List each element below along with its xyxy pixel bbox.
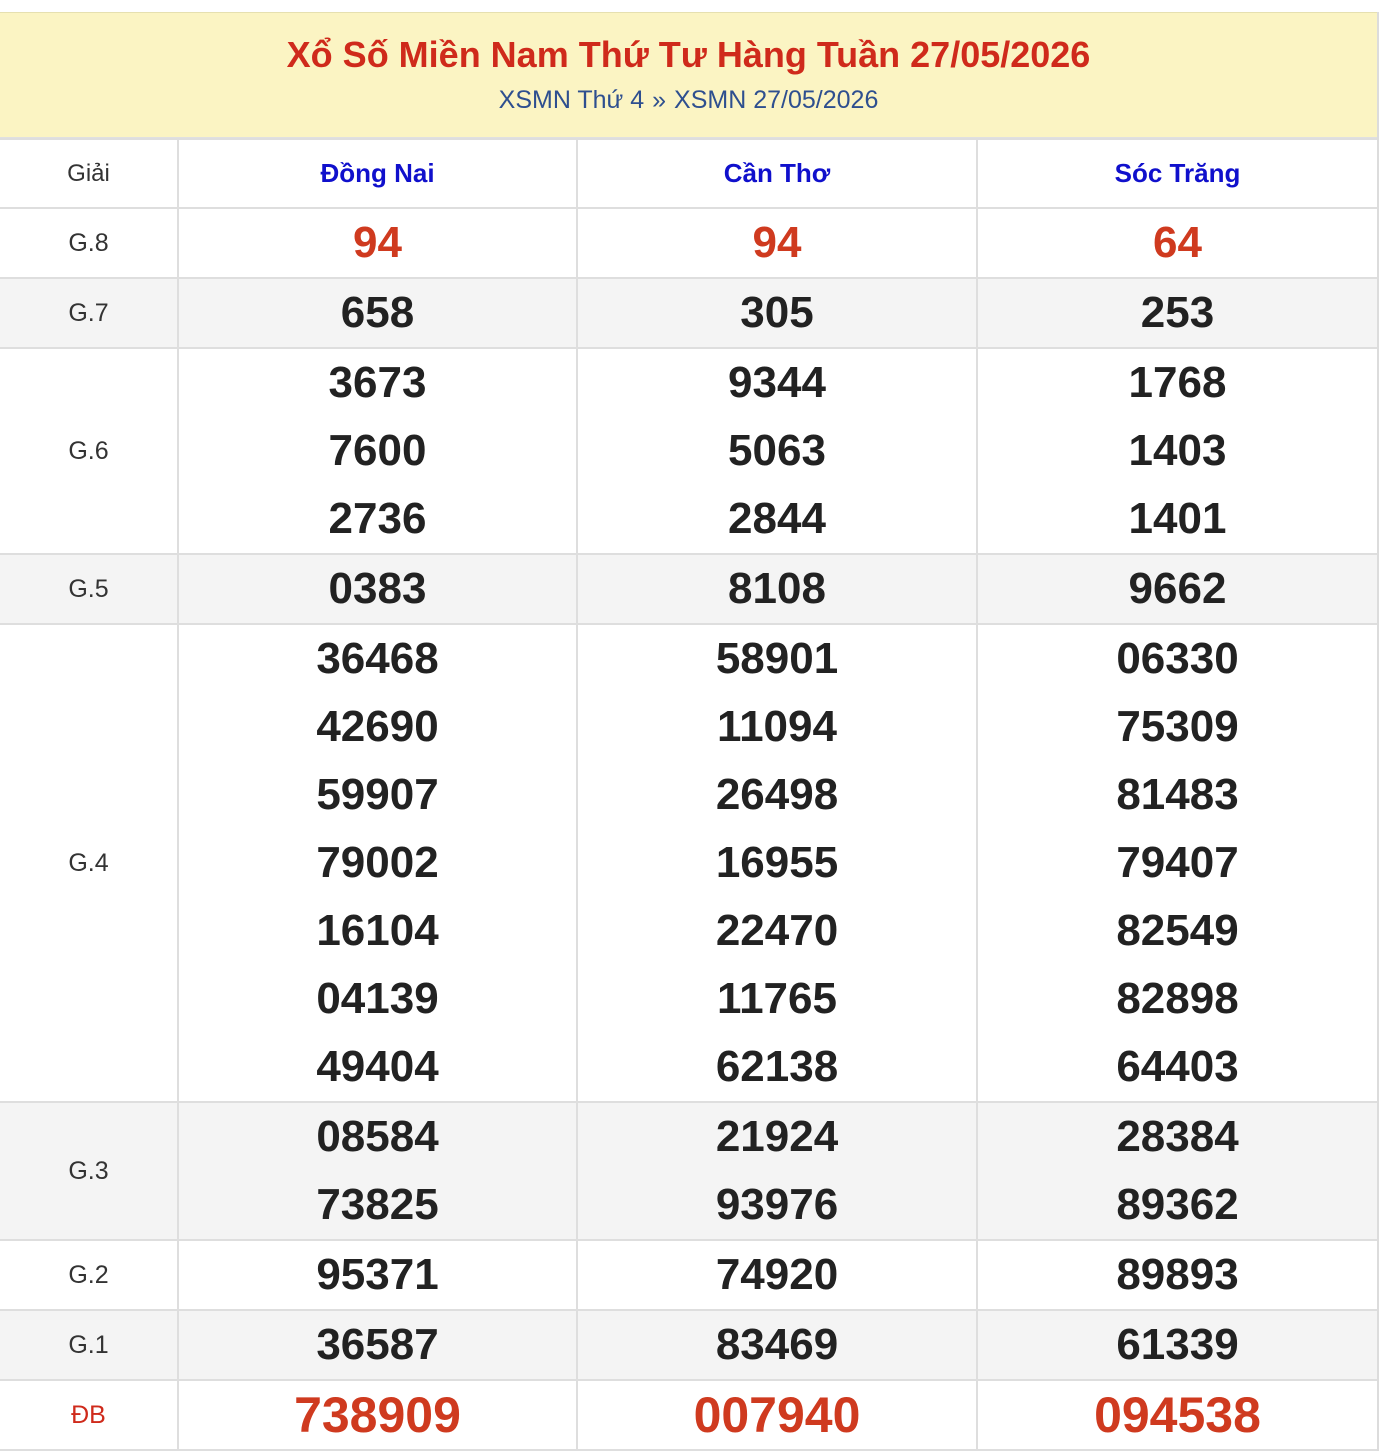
prize-cell xyxy=(977,278,1377,348)
winning-number: 36468 xyxy=(316,634,439,683)
winning-number: 75309 xyxy=(1116,702,1239,751)
prize-cell xyxy=(178,1310,577,1380)
winning-number: 36587 xyxy=(316,1320,439,1369)
prize-cell xyxy=(178,278,577,348)
winning-number: 22470 xyxy=(715,906,839,955)
prize-cell xyxy=(577,624,977,1102)
prize-label: G.6 xyxy=(0,348,178,554)
winning-number: 93976 xyxy=(715,1180,839,1229)
winning-number: 83469 xyxy=(715,1320,839,1369)
prize-cell xyxy=(577,1240,977,1310)
winning-number: 82549 xyxy=(1116,906,1239,955)
winning-number: 89362 xyxy=(1116,1180,1239,1229)
winning-number: 3673 xyxy=(328,358,427,407)
prize-cell xyxy=(577,554,977,624)
prize-cell xyxy=(178,348,577,554)
prize-cell xyxy=(577,348,977,554)
results-table xyxy=(0,138,1377,1451)
winning-number: 82898 xyxy=(1116,974,1239,1023)
prize-cell xyxy=(577,278,977,348)
lottery-results-panel xyxy=(0,12,1379,1451)
winning-number: 06330 xyxy=(1116,634,1239,683)
prize-cell xyxy=(577,1380,977,1450)
winning-number: 5063 xyxy=(728,426,826,475)
winning-number: 1403 xyxy=(1128,426,1227,475)
winning-number: 9662 xyxy=(1128,564,1227,613)
winning-number: 1768 xyxy=(1128,358,1227,407)
prize-cell xyxy=(577,1102,977,1240)
prize-cell xyxy=(977,624,1377,1102)
page-title: Xổ Số Miền Nam Thứ Tư Hàng Tuần 27/05/2026 xyxy=(286,34,1091,75)
winning-number: 253 xyxy=(1140,288,1215,337)
winning-number: 49404 xyxy=(316,1042,439,1091)
winning-number: 73825 xyxy=(316,1180,439,1229)
province-header-can-tho[interactable]: Cần Thơ xyxy=(577,139,977,208)
results-header xyxy=(0,12,1377,138)
breadcrumb-link-date[interactable]: XSMN 27/05/2026 xyxy=(674,86,879,114)
winning-number: 58901 xyxy=(715,634,839,683)
prize-cell xyxy=(977,1240,1377,1310)
winning-number: 007940 xyxy=(693,1387,861,1443)
winning-number: 8108 xyxy=(728,564,826,613)
winning-number: 59907 xyxy=(316,770,439,819)
winning-number: 9344 xyxy=(728,358,826,407)
province-header-soc-trang[interactable]: Sóc Trăng xyxy=(977,139,1377,208)
winning-number: 2844 xyxy=(728,494,826,543)
prize-cell xyxy=(977,1102,1377,1240)
winning-number: 42690 xyxy=(316,702,439,751)
winning-number: 74920 xyxy=(715,1250,839,1299)
winning-number: 21924 xyxy=(715,1112,839,1161)
winning-number: 11094 xyxy=(717,702,837,751)
prize-cell xyxy=(977,348,1377,554)
prize-cell xyxy=(577,208,977,278)
prize-label: G.3 xyxy=(0,1102,178,1240)
prize-cell xyxy=(178,554,577,624)
prize-column-header: Giải xyxy=(0,139,178,208)
prize-label: G.2 xyxy=(0,1240,178,1310)
winning-number: 79407 xyxy=(1116,838,1239,887)
results-body xyxy=(0,208,1377,1450)
winning-number: 94 xyxy=(353,218,402,267)
prize-cell xyxy=(178,624,577,1102)
prize-label: G.1 xyxy=(0,1310,178,1380)
prize-row xyxy=(0,1380,1377,1450)
prize-label: G.7 xyxy=(0,278,178,348)
winning-number: 0383 xyxy=(328,564,427,613)
winning-number: 1401 xyxy=(1128,494,1227,543)
winning-number: 094538 xyxy=(1094,1387,1261,1443)
winning-number: 61339 xyxy=(1116,1320,1239,1369)
winning-number: 89893 xyxy=(1116,1250,1239,1299)
winning-number: 28384 xyxy=(1116,1112,1239,1161)
winning-number: 7600 xyxy=(328,426,427,475)
winning-number: 08584 xyxy=(316,1112,439,1161)
winning-number: 16104 xyxy=(316,906,439,955)
prize-cell xyxy=(977,208,1377,278)
prize-row xyxy=(0,278,1377,348)
winning-number: 738909 xyxy=(294,1387,461,1443)
breadcrumb xyxy=(0,85,1377,115)
prize-cell xyxy=(178,1380,577,1450)
prize-cell xyxy=(178,208,577,278)
winning-number: 658 xyxy=(340,288,415,337)
prize-label: G.5 xyxy=(0,554,178,624)
prize-cell xyxy=(977,554,1377,624)
table-header-row xyxy=(0,139,1377,208)
prize-cell xyxy=(178,1240,577,1310)
winning-number: 2736 xyxy=(328,494,427,543)
winning-number: 305 xyxy=(740,288,814,337)
breadcrumb-separator: » xyxy=(652,86,667,114)
prize-cell xyxy=(577,1310,977,1380)
winning-number: 62138 xyxy=(715,1042,839,1091)
prize-label: ĐB xyxy=(0,1380,178,1450)
prize-cell xyxy=(977,1380,1377,1450)
prize-row xyxy=(0,1310,1377,1380)
prize-row xyxy=(0,348,1377,554)
prize-row xyxy=(0,208,1377,278)
winning-number: 79002 xyxy=(316,838,439,887)
prize-label: G.8 xyxy=(0,208,178,278)
winning-number: 26498 xyxy=(715,770,839,819)
winning-number: 16955 xyxy=(715,838,839,887)
breadcrumb-link-day[interactable]: XSMN Thứ 4 xyxy=(498,86,645,114)
prize-cell xyxy=(178,1102,577,1240)
winning-number: 94 xyxy=(752,218,802,267)
prize-row xyxy=(0,624,1377,1102)
prize-row xyxy=(0,554,1377,624)
prize-cell xyxy=(977,1310,1377,1380)
winning-number: 95371 xyxy=(316,1250,439,1299)
province-header-dong-nai[interactable]: Đồng Nai xyxy=(178,139,577,208)
prize-row xyxy=(0,1102,1377,1240)
prize-row xyxy=(0,1240,1377,1310)
winning-number: 81483 xyxy=(1116,770,1239,819)
winning-number: 11765 xyxy=(717,974,837,1023)
winning-number: 64 xyxy=(1153,218,1202,267)
winning-number: 64403 xyxy=(1116,1042,1239,1091)
prize-label: G.4 xyxy=(0,624,178,1102)
winning-number: 04139 xyxy=(316,974,439,1023)
